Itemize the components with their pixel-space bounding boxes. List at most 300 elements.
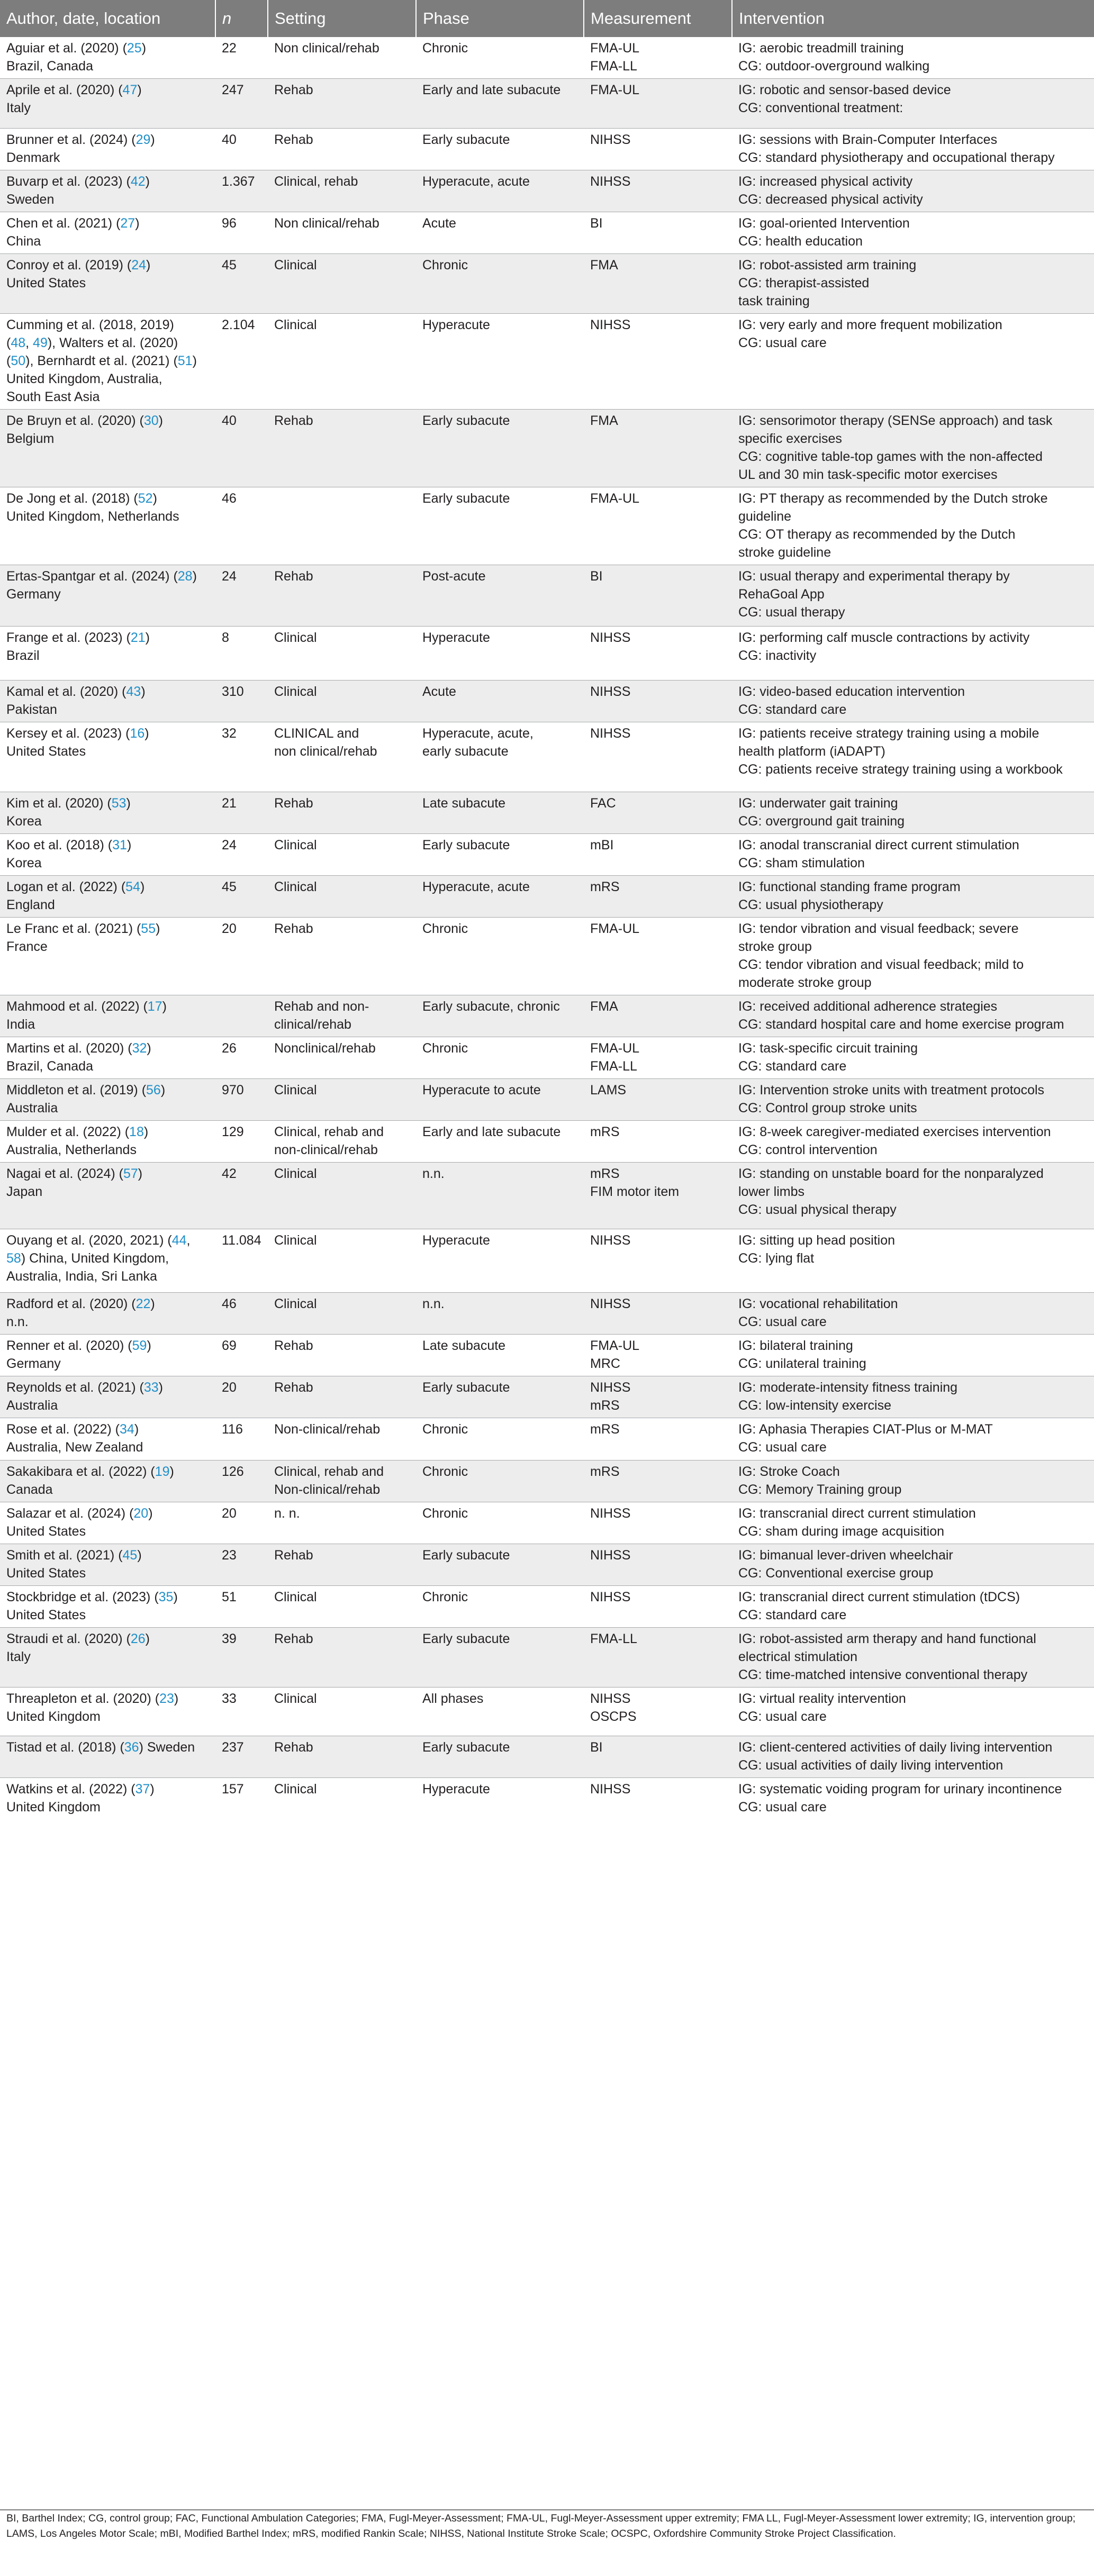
author-text: Australia, Netherlands: [6, 1142, 137, 1157]
intervention-line: IG: underwater gait training: [738, 796, 898, 811]
cell-intervention: [732, 722, 1094, 792]
cell-n: 21: [215, 792, 268, 834]
cell-n: 20: [215, 918, 268, 995]
measurement-line: mRS: [590, 879, 620, 894]
cell-setting: [268, 1502, 416, 1544]
author-text: Chen et al. (2021) (: [6, 216, 121, 231]
author-line: [6, 742, 209, 760]
author-text: ): [147, 1041, 151, 1056]
cell-author: [0, 314, 215, 410]
author-text: ): [156, 921, 160, 936]
cell-intervention: [732, 1688, 1094, 1736]
author-text: Australia: [6, 1101, 58, 1115]
cell-phase: [416, 876, 584, 918]
cell-intervention: [732, 1335, 1094, 1376]
author-line: [6, 1231, 209, 1249]
measurement-line: NIHSS: [590, 318, 631, 332]
phase-line: Hyperacute: [422, 1233, 490, 1248]
citation-link[interactable]: 23: [159, 1691, 174, 1706]
author-text: Denmark: [6, 150, 60, 165]
cell-phase: [416, 1335, 584, 1376]
header-n: n: [215, 0, 268, 37]
intervention-line: CG: usual physical therapy: [738, 1202, 897, 1217]
citation-link[interactable]: 30: [143, 413, 159, 428]
cell-phase: [416, 170, 584, 212]
citation-link[interactable]: 16: [130, 726, 145, 741]
cell-measurement: [584, 212, 732, 254]
citation-link[interactable]: 22: [135, 1296, 151, 1311]
table-row: [0, 876, 1094, 918]
cell-phase: [416, 1376, 584, 1418]
cell-setting: [268, 627, 416, 681]
measurement-line: FMA-UL: [590, 921, 640, 936]
citation-link[interactable]: 25: [126, 41, 142, 56]
table-row: [0, 1502, 1094, 1544]
author-line: [6, 585, 209, 603]
author-text: ): [158, 413, 163, 428]
citation-link[interactable]: 28: [177, 569, 193, 584]
phase-line: Acute: [422, 216, 456, 231]
setting-line: Clinical: [274, 684, 317, 699]
phase-line: Early and late subacute: [422, 1124, 561, 1139]
phase-line: Early subacute: [422, 1740, 510, 1755]
cell-n: 8: [215, 627, 268, 681]
author-line: [6, 173, 209, 191]
cell-intervention: [732, 1079, 1094, 1121]
author-line: [6, 878, 209, 896]
cell-n: 96: [215, 212, 268, 254]
intervention-line: IG: systematic voiding program for urinary incontinence: [738, 1782, 1062, 1797]
author-text: Germany: [6, 1356, 61, 1371]
table-row: [0, 212, 1094, 254]
table-row: [0, 627, 1094, 681]
cell-setting: [268, 314, 416, 410]
author-text: Aprile et al. (2020) (: [6, 83, 123, 97]
citation-link[interactable]: 35: [158, 1590, 174, 1604]
citation-link[interactable]: 57: [123, 1166, 138, 1181]
author-line: [6, 1337, 209, 1355]
measurement-line: FIM motor item: [590, 1184, 680, 1199]
author-text: ): [146, 258, 151, 273]
measurement-line: BI: [590, 216, 603, 231]
cell-phase: [416, 1544, 584, 1586]
table-row: [0, 995, 1094, 1037]
setting-line: Clinical: [274, 630, 317, 645]
author-line: [6, 567, 209, 585]
cell-phase: [416, 37, 584, 79]
cell-intervention: [732, 876, 1094, 918]
citation-link[interactable]: 18: [129, 1124, 144, 1139]
cell-phase: [416, 1121, 584, 1163]
intervention-line: IG: received additional adherence strategies: [738, 999, 998, 1014]
cell-measurement: [584, 722, 732, 792]
cell-n: 20: [215, 1502, 268, 1544]
author-text: ): [162, 999, 167, 1014]
cell-author: [0, 995, 215, 1037]
author-text: ), Walters et al. (2020): [47, 335, 178, 350]
cell-setting: [268, 129, 416, 170]
cell-setting: [268, 410, 416, 487]
measurement-line: FMA-LL: [590, 59, 637, 74]
setting-line: Clinical: [274, 1782, 317, 1797]
intervention-line: CG: Control group stroke units: [738, 1101, 917, 1115]
cell-intervention: [732, 1628, 1094, 1688]
header-intervention: Intervention: [732, 0, 1094, 37]
cell-measurement: [584, 1544, 732, 1586]
phase-line: Hyperacute to acute: [422, 1083, 541, 1097]
measurement-line: NIHSS: [590, 1506, 631, 1521]
intervention-line: IG: sensorimotor therapy (SENSe approach) and task: [738, 413, 1053, 428]
cell-measurement: [584, 1229, 732, 1293]
table-row: [0, 1229, 1094, 1293]
cell-setting: [268, 37, 416, 79]
author-text: ): [145, 630, 150, 645]
author-text: Kersey et al. (2023) (: [6, 726, 130, 741]
cell-author: [0, 212, 215, 254]
cell-phase: [416, 1037, 584, 1079]
author-line: [6, 1588, 209, 1606]
cell-setting: [268, 1586, 416, 1628]
author-text: ): [145, 1631, 150, 1646]
author-text: ): [150, 1782, 155, 1797]
intervention-line: moderate stroke group: [738, 975, 872, 990]
cell-n: 69: [215, 1335, 268, 1376]
cell-n: 237: [215, 1736, 268, 1778]
author-line: [6, 938, 209, 956]
cell-n: 20: [215, 1376, 268, 1418]
intervention-line: IG: patients receive strategy training using a mobile: [738, 726, 1039, 741]
cell-intervention: [732, 1229, 1094, 1293]
intervention-line: CG: conventional treatment:: [738, 101, 903, 115]
cell-setting: [268, 1544, 416, 1586]
cell-measurement: [584, 1736, 732, 1778]
citation-link[interactable]: 49: [33, 335, 48, 350]
cell-n: 33: [215, 1688, 268, 1736]
author-line: [6, 1015, 209, 1033]
intervention-line: CG: usual care: [738, 335, 827, 350]
author-text: Ertas-Spantgar et al. (2024) (: [6, 569, 178, 584]
cell-author: [0, 254, 215, 314]
cell-measurement: [584, 1163, 732, 1229]
author-line: [6, 489, 209, 507]
table-row: [0, 1037, 1094, 1079]
table-row: [0, 1121, 1094, 1163]
author-text: Mulder et al. (2022) (: [6, 1124, 130, 1139]
intervention-line: IG: robot-assisted arm training: [738, 258, 917, 273]
cell-phase: [416, 1418, 584, 1461]
measurement-line: NIHSS: [590, 1233, 631, 1248]
author-line: [6, 1463, 209, 1481]
author-text: Le Franc et al. (2021) (: [6, 921, 141, 936]
measurement-line: BI: [590, 1740, 603, 1755]
cell-setting: [268, 212, 416, 254]
citation-link[interactable]: 55: [141, 921, 156, 936]
citation-link[interactable]: 53: [111, 796, 126, 811]
author-text: Nagai et al. (2024) (: [6, 1166, 123, 1181]
phase-line: Hyperacute, acute,: [422, 726, 534, 741]
author-line: [6, 1355, 209, 1373]
setting-line: Clinical, rehab and: [274, 1464, 384, 1479]
measurement-line: NIHSS: [590, 1590, 631, 1604]
author-text: United Kingdom: [6, 1709, 101, 1724]
intervention-line: CG: lying flat: [738, 1251, 815, 1266]
measurement-line: FMA: [590, 999, 618, 1014]
citation-link[interactable]: 58: [6, 1251, 21, 1266]
cell-n: 310: [215, 681, 268, 722]
author-text: Stockbridge et al. (2023) (: [6, 1590, 159, 1604]
citation-link[interactable]: 42: [130, 174, 146, 189]
author-line: [6, 232, 209, 250]
table-row: [0, 722, 1094, 792]
table-row: [0, 1163, 1094, 1229]
author-text: ), Bernhardt et al. (2021) (: [25, 353, 178, 368]
citation-link[interactable]: 51: [177, 353, 193, 368]
cell-intervention: [732, 834, 1094, 876]
citation-link[interactable]: 50: [11, 353, 26, 368]
citation-link[interactable]: 32: [132, 1041, 147, 1056]
setting-line: Non clinical/rehab: [274, 216, 379, 231]
author-text: United States: [6, 1566, 86, 1581]
citation-link[interactable]: 56: [146, 1083, 161, 1097]
intervention-line: CG: usual care: [738, 1800, 827, 1815]
cell-intervention: [732, 37, 1094, 79]
cell-phase: [416, 1688, 584, 1736]
citation-link[interactable]: 33: [143, 1380, 159, 1395]
cell-setting: [268, 1121, 416, 1163]
cell-author: [0, 37, 215, 79]
cell-intervention: [732, 565, 1094, 627]
citation-link[interactable]: 19: [155, 1464, 170, 1479]
setting-line: Rehab: [274, 1380, 313, 1395]
author-text: ): [160, 1083, 166, 1097]
cell-intervention: [732, 1502, 1094, 1544]
author-line: [6, 794, 209, 812]
cell-phase: [416, 79, 584, 129]
author-line: [6, 701, 209, 719]
author-line: [6, 1378, 209, 1396]
intervention-line: CG: patients receive strategy training using a workbook: [738, 762, 1063, 777]
author-text: Sakakibara et al. (2022) (: [6, 1464, 155, 1479]
cell-n: 157: [215, 1778, 268, 1820]
cell-n: 42: [215, 1163, 268, 1229]
table-row: [0, 1778, 1094, 1820]
setting-line: Clinical: [274, 318, 317, 332]
cell-phase: [416, 129, 584, 170]
table-row: [0, 792, 1094, 834]
intervention-line: IG: Intervention stroke units with treatment protocols: [738, 1083, 1045, 1097]
intervention-line: IG: virtual reality intervention: [738, 1691, 906, 1706]
citation-link[interactable]: 54: [125, 879, 140, 894]
cell-measurement: [584, 254, 732, 314]
cell-phase: [416, 212, 584, 254]
citation-link[interactable]: 17: [147, 999, 162, 1014]
author-line: [6, 430, 209, 448]
cell-author: [0, 918, 215, 995]
table-row: [0, 314, 1094, 410]
measurement-line: mRS: [590, 1124, 620, 1139]
citation-link[interactable]: 34: [120, 1422, 134, 1437]
cell-measurement: [584, 1461, 732, 1502]
intervention-line: CG: health education: [738, 234, 863, 249]
author-line: [6, 1081, 209, 1099]
cell-measurement: [584, 876, 732, 918]
citation-link[interactable]: 29: [135, 132, 151, 147]
cell-intervention: [732, 681, 1094, 722]
cell-setting: [268, 1628, 416, 1688]
author-text: United States: [6, 276, 86, 291]
author-text: ): [141, 684, 146, 699]
intervention-line: UL and 30 min task-specific motor exercises: [738, 467, 998, 482]
intervention-line: IG: anodal transcranial direct current stimulation: [738, 838, 1019, 852]
cell-setting: [268, 681, 416, 722]
author-line: [6, 683, 209, 701]
cell-n: 24: [215, 565, 268, 627]
cell-phase: [416, 627, 584, 681]
intervention-line: IG: robotic and sensor-based device: [738, 83, 951, 97]
citation-link[interactable]: 24: [131, 258, 147, 273]
phase-line: Chronic: [422, 258, 468, 273]
cell-phase: [416, 254, 584, 314]
author-text: ,: [186, 1233, 191, 1248]
cell-setting: [268, 1688, 416, 1736]
author-text: Australia: [6, 1398, 58, 1413]
author-text: Straudi et al. (2020) (: [6, 1631, 131, 1646]
author-text: Korea: [6, 856, 42, 870]
citation-link[interactable]: 59: [132, 1338, 147, 1353]
cell-n: 39: [215, 1628, 268, 1688]
author-line: [6, 1522, 209, 1540]
cell-intervention: [732, 487, 1094, 565]
author-text: United States: [6, 1608, 86, 1622]
intervention-line: electrical stimulation: [738, 1649, 858, 1664]
citation-link[interactable]: 47: [122, 83, 138, 97]
measurement-line: FMA-UL: [590, 83, 640, 97]
phase-line: Hyperacute: [422, 630, 490, 645]
measurement-line: FAC: [590, 796, 616, 811]
intervention-line: RehaGoal App: [738, 587, 825, 602]
author-text: Conroy et al. (2019) (: [6, 258, 132, 273]
citation-link[interactable]: 48: [11, 335, 26, 350]
intervention-line: IG: sitting up head position: [738, 1233, 896, 1248]
setting-line: Clinical: [274, 1590, 317, 1604]
citation-link[interactable]: 52: [138, 491, 153, 506]
intervention-line: CG: standard care: [738, 702, 847, 717]
author-text: ): [126, 838, 132, 852]
table-row: [0, 170, 1094, 212]
author-text: Kim et al. (2020) (: [6, 796, 112, 811]
author-line: [6, 99, 209, 117]
citation-link[interactable]: 20: [133, 1506, 149, 1521]
citation-link[interactable]: 45: [122, 1548, 138, 1563]
author-text: ): [138, 1166, 143, 1181]
setting-line: non clinical/rehab: [274, 744, 377, 759]
intervention-line: IG: tendor vibration and visual feedback; severe: [738, 921, 1019, 936]
cell-phase: [416, 314, 584, 410]
cell-measurement: [584, 1121, 732, 1163]
cell-author: [0, 1376, 215, 1418]
author-line: [6, 1267, 209, 1285]
author-line: [6, 1504, 209, 1522]
cell-intervention: [732, 995, 1094, 1037]
table-row: [0, 487, 1094, 565]
author-line: [6, 1039, 209, 1057]
cell-intervention: [732, 410, 1094, 487]
author-line: [6, 997, 209, 1015]
measurement-line: OSCPS: [590, 1709, 637, 1724]
phase-line: Chronic: [422, 1506, 468, 1521]
cell-n: 126: [215, 1461, 268, 1502]
cell-measurement: [584, 1376, 732, 1418]
cell-n: 40: [215, 129, 268, 170]
author-text: ): [134, 1422, 139, 1437]
cell-n: 24: [215, 834, 268, 876]
citation-link[interactable]: 44: [171, 1233, 187, 1248]
phase-line: Early and late subacute: [422, 83, 561, 97]
cell-intervention: [732, 1736, 1094, 1778]
phase-line: Chronic: [422, 1422, 468, 1437]
cell-author: [0, 1778, 215, 1820]
citation-link[interactable]: 27: [120, 216, 135, 231]
author-line: [6, 352, 209, 370]
author-text: ): [150, 1296, 155, 1311]
citation-link[interactable]: 31: [112, 838, 127, 852]
author-line: [6, 388, 209, 406]
cell-setting: [268, 1418, 416, 1461]
cell-setting: [268, 79, 416, 129]
cell-author: [0, 1688, 215, 1736]
cell-measurement: [584, 792, 732, 834]
cell-author: [0, 1418, 215, 1461]
author-line: [6, 191, 209, 208]
cell-setting: [268, 995, 416, 1037]
author-line: [6, 412, 209, 430]
cell-intervention: [732, 314, 1094, 410]
citation-link[interactable]: 21: [130, 630, 146, 645]
phase-line: n.n.: [422, 1296, 445, 1311]
measurement-line: NIHSS: [590, 684, 631, 699]
citation-link[interactable]: 37: [135, 1782, 150, 1797]
intervention-line: IG: vocational rehabilitation: [738, 1296, 898, 1311]
author-text: ): [137, 83, 142, 97]
cell-phase: [416, 722, 584, 792]
author-text: De Jong et al. (2018) (: [6, 491, 138, 506]
cell-author: [0, 627, 215, 681]
citation-link[interactable]: 36: [124, 1740, 139, 1755]
setting-line: Rehab and non-: [274, 999, 369, 1014]
header-phase: Phase: [416, 0, 584, 37]
measurement-line: FMA-UL: [590, 41, 640, 56]
cell-author: [0, 1121, 215, 1163]
phase-line: Late subacute: [422, 796, 506, 811]
cell-setting: [268, 1335, 416, 1376]
cell-intervention: [732, 918, 1094, 995]
cell-phase: [416, 834, 584, 876]
setting-line: Rehab: [274, 1740, 313, 1755]
author-text: Canada: [6, 1482, 53, 1497]
citation-link[interactable]: 26: [130, 1631, 146, 1646]
citation-link[interactable]: 43: [126, 684, 141, 699]
phase-line: early subacute: [422, 744, 509, 759]
intervention-line: IG: standing on unstable board for the nonparalyzed: [738, 1166, 1044, 1181]
setting-line: Rehab: [274, 569, 313, 584]
intervention-line: IG: Stroke Coach: [738, 1464, 840, 1479]
cell-author: [0, 834, 215, 876]
author-text: ): [135, 216, 140, 231]
author-text: Belgium: [6, 431, 55, 446]
author-text: ): [152, 491, 157, 506]
table-row: [0, 1079, 1094, 1121]
cell-n: 26: [215, 1037, 268, 1079]
